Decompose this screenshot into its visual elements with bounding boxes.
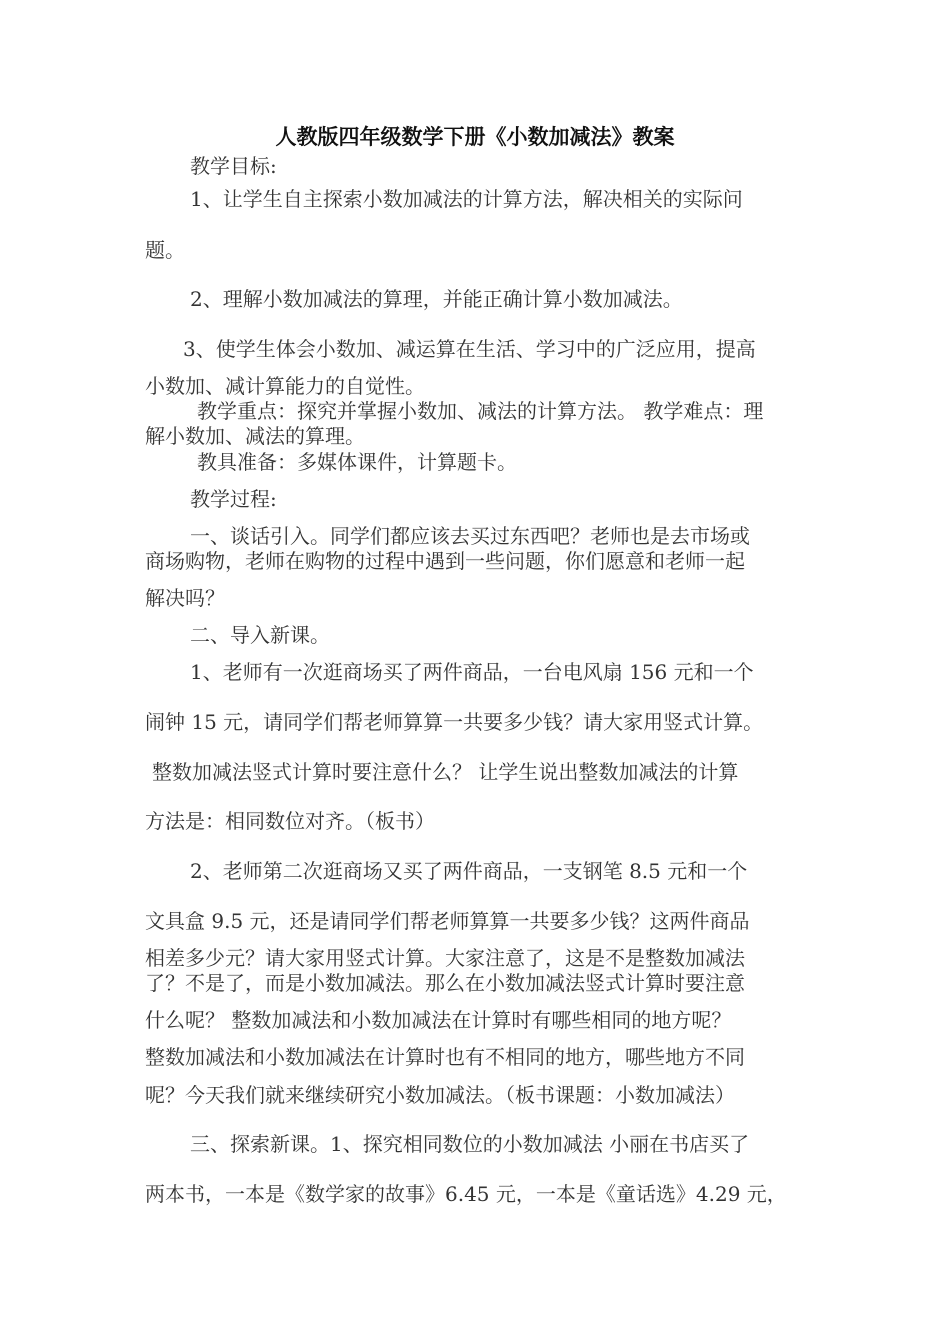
paragraph-line: 小数加、减计算能力的自觉性。 <box>145 374 425 398</box>
paragraph-line: 什么呢？ 整数加减法和小数加减法在计算时有哪些相同的地方呢？ <box>145 1008 732 1032</box>
paragraph-line: 闹钟 15 元，请同学们帮老师算算一共要多少钱？请大家用竖式计算。 <box>145 710 764 734</box>
paragraph-line: 教学过程: <box>190 487 277 511</box>
paragraph-line: 2、老师第二次逛商场又买了两件商品，一支钢笔 8.5 元和一个 <box>190 859 748 883</box>
paragraph-line: 呢？今天我们就来继续研究小数加减法。（板书课题：小数加减法） <box>145 1083 735 1107</box>
paragraph-line: 两本书，一本是《数学家的故事》6.45 元，一本是《童话选》4.29 元， <box>145 1182 787 1206</box>
paragraph-line: 文具盒 9.5 元，还是请同学们帮老师算算一共要多少钱？这两件商品 <box>145 909 750 933</box>
paragraph-line: 1、让学生自主探索小数加减法的计算方法，解决相关的实际问 <box>190 187 743 211</box>
paragraph-line: 了？不是了，而是小数加减法。那么在小数加减法竖式计算时要注意 <box>145 971 745 995</box>
paragraph-line: 方法是：相同数位对齐。（板书） <box>145 809 435 833</box>
paragraph-line: 1、老师有一次逛商场买了两件商品，一台电风扇 156 元和一个 <box>190 660 754 684</box>
paragraph-line: 2、理解小数加减法的算理，并能正确计算小数加减法。 <box>190 287 683 311</box>
paragraph-line: 教具准备：多媒体课件，计算题卡。 <box>197 450 517 474</box>
paragraph-line: 整数加减法和小数加减法在计算时也有不相同的地方，哪些地方不同 <box>145 1045 745 1069</box>
paragraph-line: 教学重点：探究并掌握小数加、减法的计算方法。 教学难点：理 <box>197 399 764 423</box>
document-title: 人教版四年级数学下册《小数加减法》教案 <box>275 124 675 149</box>
paragraph-line: 教学目标: <box>190 154 277 178</box>
paragraph-line: 相差多少元？请大家用竖式计算。大家注意了，这是不是整数加减法 <box>145 946 745 970</box>
paragraph-line: 3、使学生体会小数加、减运算在生活、学习中的广泛应用，提高 <box>183 337 756 361</box>
paragraph-line: 解小数加、减法的算理。 <box>145 424 365 448</box>
paragraph-line: 三、探索新课。1、探究相同数位的小数加减法 小丽在书店买了 <box>190 1132 750 1156</box>
paragraph-line: 一、谈话引入。同学们都应该去买过东西吧？老师也是去市场或 <box>190 524 750 548</box>
paragraph-line: 解决吗？ <box>145 586 225 610</box>
paragraph-line: 题。 <box>145 238 185 262</box>
paragraph-line: 二、导入新课。 <box>190 623 330 647</box>
paragraph-line: 整数加减法竖式计算时要注意什么？ 让学生说出整数加减法的计算 <box>152 760 739 784</box>
paragraph-line: 商场购物，老师在购物的过程中遇到一些问题，你们愿意和老师一起 <box>145 549 745 573</box>
